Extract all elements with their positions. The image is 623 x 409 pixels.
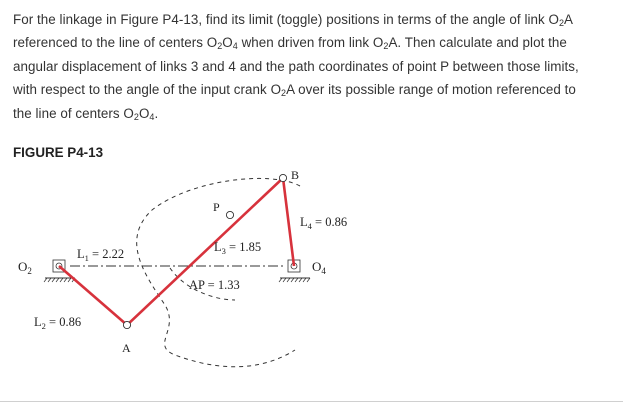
text: O (222, 35, 233, 51)
subscript: 4 (149, 111, 155, 122)
text: A over its possible range of motion referenced to (286, 82, 576, 98)
text: A. Then calculate and plot the (388, 35, 567, 51)
label-l2: $L_2 = 0.86$ (34, 315, 82, 331)
label-ap: AP = 1.33 (189, 278, 240, 292)
subscript: 2 (217, 41, 223, 52)
link-4 (283, 178, 294, 266)
text: with respect to the angle of the input crank O (13, 82, 282, 98)
joint-b (279, 174, 286, 181)
subscript: 2 (133, 111, 139, 122)
label-l1: $L_1 = 2.22$ (77, 247, 125, 263)
label-b: B (291, 168, 300, 182)
bottom-divider (0, 401, 623, 402)
text: when driven from link O (237, 35, 384, 51)
label-l3: $L_3 = 1.85$ (214, 240, 262, 256)
label-a: A (122, 341, 131, 355)
subscript: 2 (558, 18, 565, 28)
text: referenced to the line of centers O (13, 35, 218, 51)
ground-pivot-o2 (44, 260, 75, 282)
text: A (564, 12, 574, 27)
subscript: 4 (232, 41, 238, 52)
text: O (138, 105, 150, 121)
label-p: P (213, 200, 220, 214)
text: the line of centers O (13, 105, 134, 121)
subscript: 2 (383, 41, 389, 52)
text: For the linkage in Figure P4-13, find its limit (toggle) positions in terms of the angle of link O (13, 12, 559, 27)
label-o4: $O_4$ (312, 259, 326, 276)
joint-a (123, 321, 130, 328)
problem-line-3: angular displacement of links 3 and 4 and the path coordinates of point P between those limits, (13, 58, 579, 74)
label-l4: $L_4 = 0.86$ (300, 215, 348, 231)
subscript: 2 (281, 88, 287, 99)
figure-caption: FIGURE P4-13 (13, 145, 104, 160)
label-o2: $O_2$ (18, 259, 32, 276)
text: . (154, 105, 159, 121)
point-p (226, 211, 233, 218)
